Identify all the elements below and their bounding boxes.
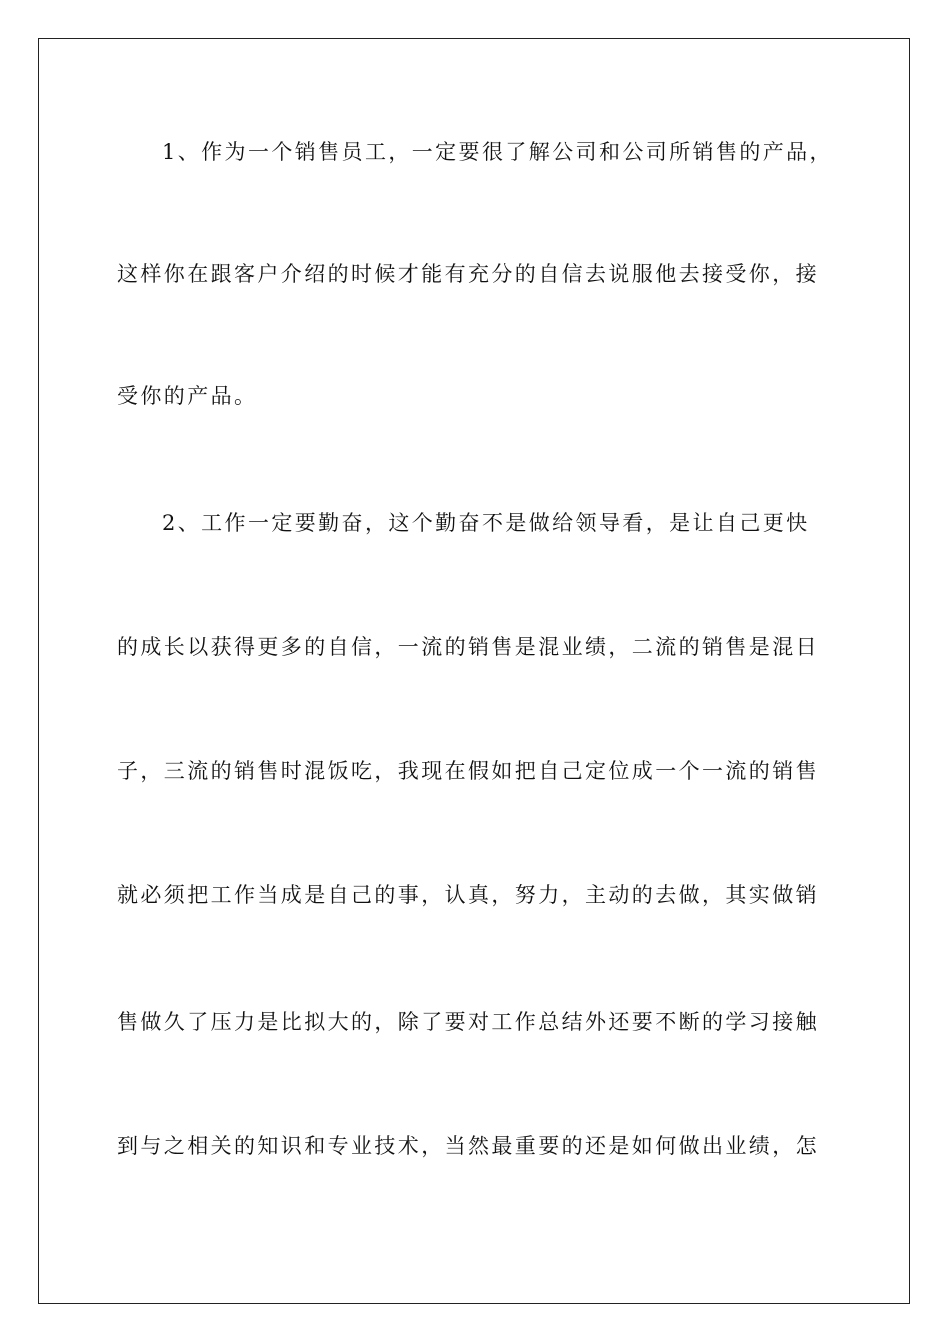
- paragraph-1-line-1: 1、作为一个销售员工，一定要很了解公司和公司所销售的产品，: [162, 140, 833, 164]
- paragraph-2-line-5: 售做久了压力是比拟大的，除了要对工作总结外还要不断的学习接触: [117, 1010, 819, 1034]
- paragraph-2-line-3: 子，三流的销售时混饭吃，我现在假如把自己定位成一个一流的销售: [117, 759, 819, 783]
- paragraph-1-line-3: 受你的产品。: [117, 384, 258, 408]
- paragraph-2-line-2: 的成长以获得更多的自信，一流的销售是混业绩，二流的销售是混日: [117, 635, 819, 659]
- paragraph-2-line-6: 到与之相关的知识和专业技术，当然最重要的还是如何做出业绩，怎: [117, 1134, 819, 1158]
- paragraph-2-line-1: 2、工作一定要勤奋，这个勤奋不是做给领导看，是让自己更快: [162, 511, 810, 535]
- page-border: [38, 38, 910, 1304]
- paragraph-2-line-4: 就必须把工作当成是自己的事，认真，努力，主动的去做，其实做销: [117, 883, 819, 907]
- paragraph-1-line-2: 这样你在跟客户介绍的时候才能有充分的自信去说服他去接受你，接: [117, 262, 819, 286]
